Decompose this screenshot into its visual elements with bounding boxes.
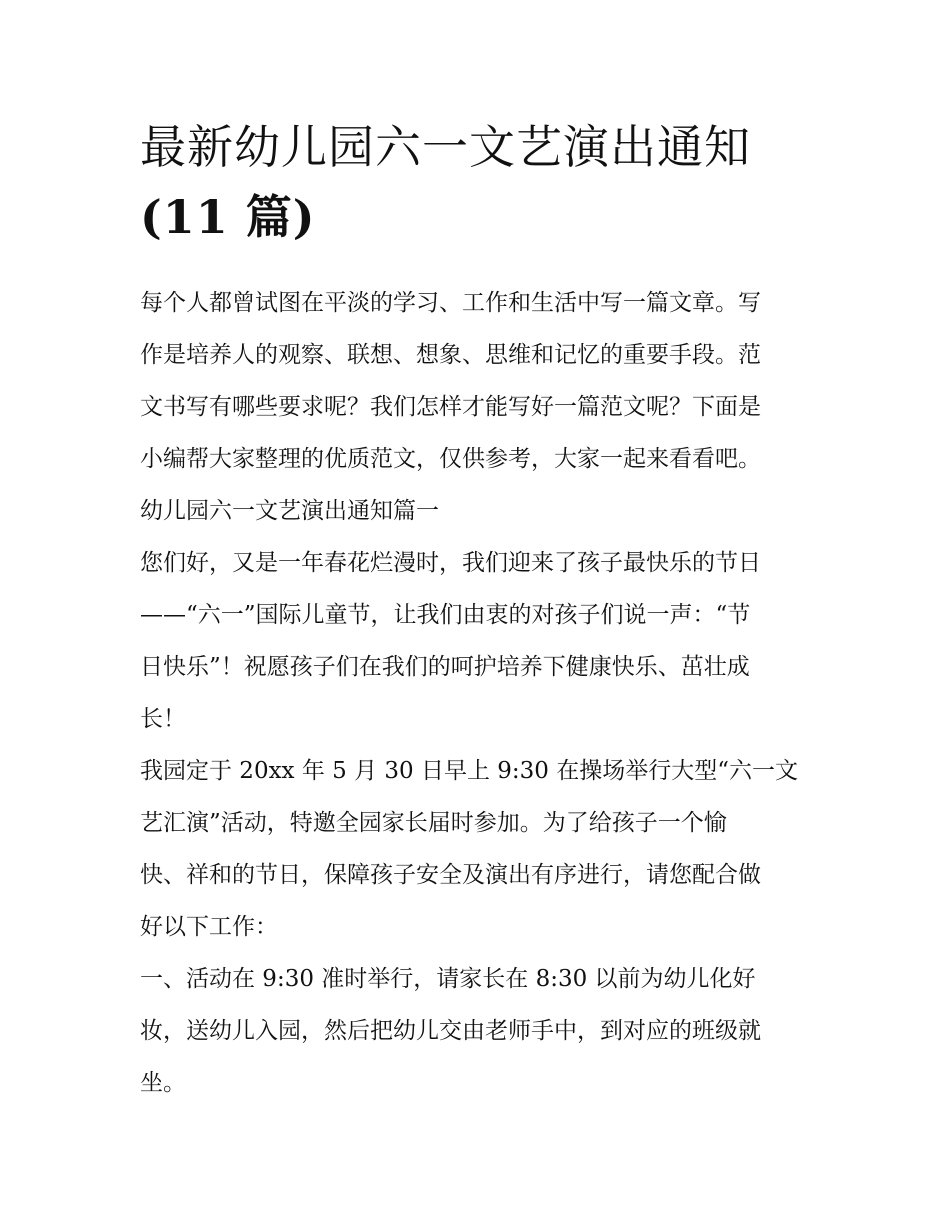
title-line-1: 最新幼儿园六一文艺演出通知 (140, 120, 751, 174)
greeting-line: ——“六一”国际儿童节，让我们由衷的对孩子们说一声：“节 (140, 602, 751, 628)
document-title (140, 112, 820, 252)
item-one-line: 坐。 (140, 1070, 186, 1096)
greeting-line: 日快乐”！祝愿孩子们在我们的呵护培养下健康快乐、茁壮成 (140, 654, 750, 680)
greeting-line: 您们好，又是一年春花烂漫时，我们迎来了孩子最快乐的节日 (140, 550, 761, 576)
event-paragraph (140, 745, 820, 953)
section-heading-text: 幼儿园六一文艺演出通知篇一 (140, 498, 439, 524)
intro-line: 小编帮大家整理的优质范文，仅供参考，大家一起来看看吧。 (140, 446, 761, 472)
event-line: 好以下工作： (140, 914, 278, 940)
item-one-line: 一、活动在 9:30 准时举行，请家长在 8:30 以前为幼儿化好 (140, 966, 756, 992)
intro-line: 作是培养人的观察、联想、想象、思维和记忆的重要手段。范 (140, 342, 761, 368)
item-one-paragraph (140, 953, 820, 1109)
intro-paragraph (140, 277, 820, 485)
title-line-2: (11 篇) (140, 190, 316, 244)
event-line: 我园定于 20xx 年 5 月 30 日早上 9:30 在操场举行大型“六一文 (140, 758, 799, 784)
intro-line: 文书写有哪些要求呢？我们怎样才能写好一篇范文呢？下面是 (140, 394, 761, 420)
item-one-line: 妆，送幼儿入园，然后把幼儿交由老师手中，到对应的班级就 (140, 1018, 761, 1044)
document-body (140, 277, 820, 1109)
greeting-paragraph (140, 537, 820, 745)
greeting-line: 长！ (140, 706, 186, 732)
intro-line: 每个人都曾试图在平淡的学习、工作和生活中写一篇文章。写 (140, 290, 761, 316)
event-line: 快、祥和的节日，保障孩子安全及演出有序进行，请您配合做 (140, 862, 761, 888)
event-line: 艺汇演”活动，特邀全园家长届时参加。为了给孩子一个愉 (140, 810, 727, 836)
section-heading (140, 485, 820, 537)
